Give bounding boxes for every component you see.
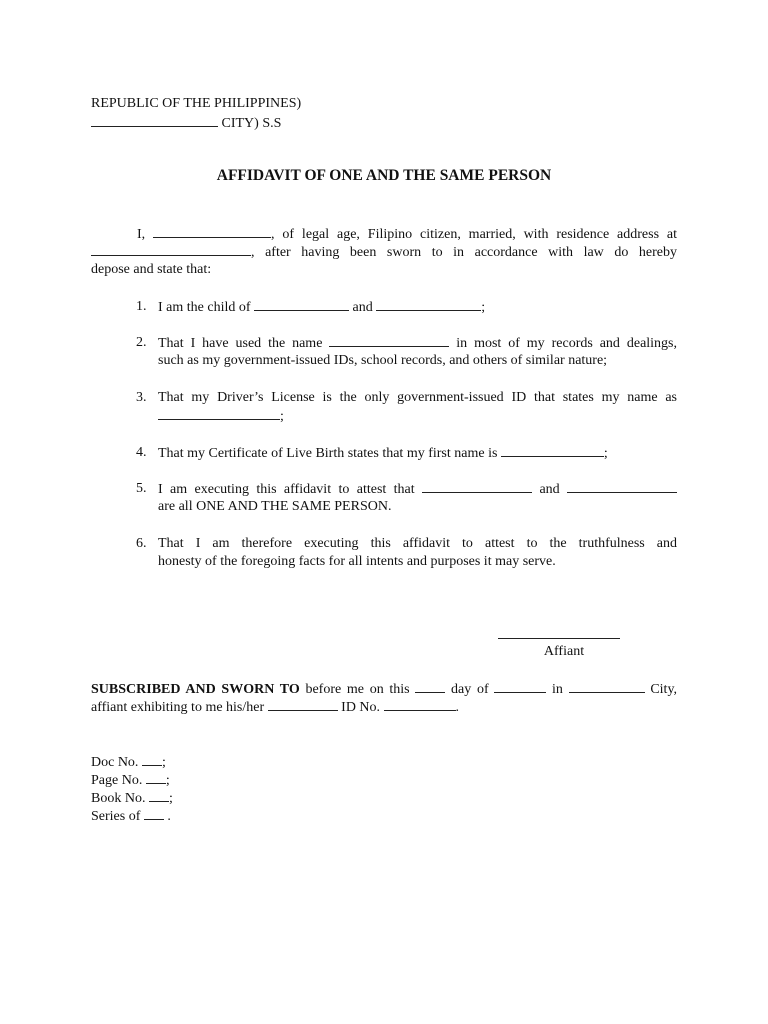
parent-2-blank[interactable]	[376, 298, 481, 311]
item-6-line-2: honesty of the foregoing facts for all intents and purposes it may serve.	[158, 554, 556, 569]
series-of: Series of .	[91, 809, 171, 824]
item-5-line-1: I am executing this affidavit to attest that and	[158, 480, 677, 499]
item-2-line-1: That I have used the name in most of my records and dealings,	[158, 336, 678, 351]
doc-no-blank[interactable]	[142, 753, 162, 766]
intro-line-1: I, , of legal age, Filipino citizen, married, with residence address at	[137, 227, 678, 242]
intro-line-3: depose and state that:	[91, 262, 212, 277]
jurat-line-2: affiant exhibiting to me his/her ID No. .	[91, 700, 460, 715]
item-6-number: 6.	[136, 536, 147, 551]
city-of-signing-blank[interactable]	[569, 680, 645, 693]
page-title: AFFIDAVIT OF ONE AND THE SAME PERSON	[216, 167, 552, 184]
item-1: I am the child of and ;	[158, 300, 486, 315]
page-no-blank[interactable]	[146, 771, 166, 784]
item-3-line-2: ;	[158, 407, 677, 426]
name-a-blank[interactable]	[422, 480, 532, 493]
used-name-blank[interactable]	[329, 334, 449, 347]
jurat-line-1: SUBSCRIBED AND SWORN TO before me on this day of in City,	[91, 682, 678, 697]
page-no: Page No. ;	[91, 773, 170, 788]
book-no: Book No. ;	[91, 791, 173, 806]
name-b-blank[interactable]	[567, 480, 677, 493]
item-6-line-1: That I am therefore executing this affidavit to attest to the truthfulness and	[158, 536, 677, 551]
residence-address-blank[interactable]	[91, 243, 251, 256]
id-type-blank[interactable]	[268, 698, 338, 711]
item-4: That my Certificate of Live Birth states that my first name is ;	[158, 446, 608, 461]
item-2-number: 2.	[136, 335, 147, 350]
book-no-blank[interactable]	[149, 789, 169, 802]
month-blank[interactable]	[494, 680, 546, 693]
series-blank[interactable]	[144, 807, 164, 820]
item-1-number: 1.	[136, 299, 147, 314]
item-2-line-2: such as my government-issued IDs, school records, and others of similar nature;	[158, 353, 608, 368]
item-5-line-2: are all ONE AND THE SAME PERSON.	[158, 499, 392, 514]
affiant-label: Affiant	[543, 644, 585, 659]
license-name-blank[interactable]	[158, 407, 280, 420]
item-3-number: 3.	[136, 390, 147, 405]
affiant-name-blank[interactable]	[153, 225, 271, 238]
parent-1-blank[interactable]	[254, 298, 349, 311]
item-3-line-1: That my Driver’s License is the only government-issued ID that states my name as	[158, 390, 677, 405]
id-number-blank[interactable]	[384, 698, 456, 711]
doc-no: Doc No. ;	[91, 755, 166, 770]
day-blank[interactable]	[415, 680, 445, 693]
header-republic: REPUBLIC OF THE PHILIPPINES)	[91, 96, 302, 111]
signature-line[interactable]	[498, 638, 620, 639]
birth-first-name-blank[interactable]	[501, 444, 604, 457]
intro-line-2: , after having been sworn to in accordance with law do hereby	[91, 243, 677, 262]
header-city: CITY) S.S	[91, 114, 281, 133]
city-blank[interactable]	[91, 114, 218, 127]
item-5-number: 5.	[136, 481, 147, 496]
item-4-number: 4.	[136, 445, 147, 460]
